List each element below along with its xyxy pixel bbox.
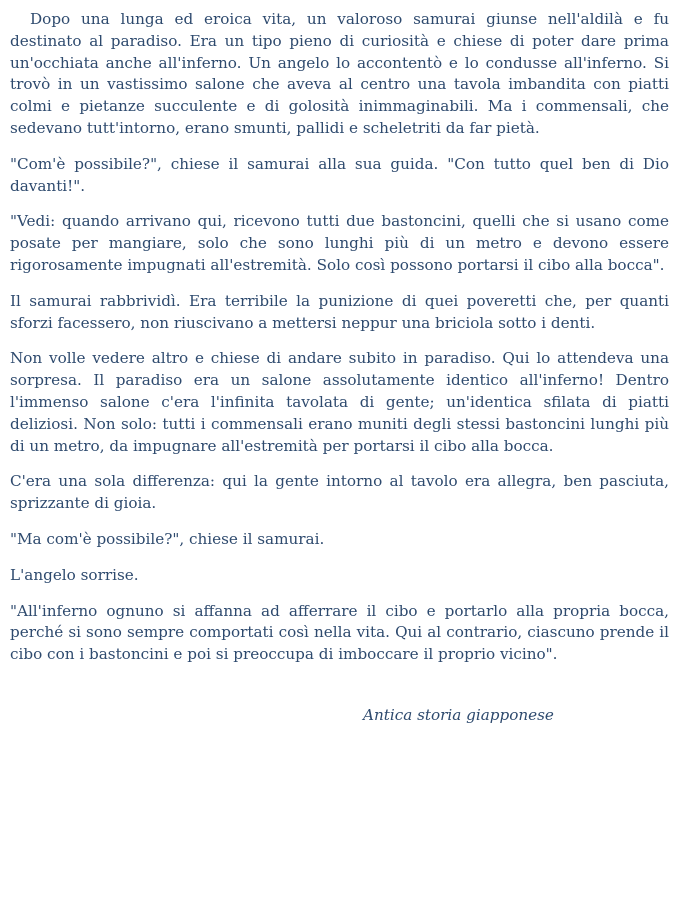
- story-paragraph-5: Non volle vedere altro e chiese di andare subito in paradiso. Qui lo attendeva una sorpresa. Il paradiso era un salone assolutamente identico all'inferno! Dentro l'immenso salone c'era l'infinita tavolata di gente; un'identica sfilata di piatti deliziosi. Non solo: tutti i commensali erano muniti degli stessi bastoncini lunghi più di un metro, da impugnare all'estremità per portarsi il cibo alla bocca.: [10, 349, 669, 455]
- story-body: [10, 9, 669, 680]
- story-paragraph-6: C'era una sola differenza: qui la gente intorno al tavolo era allegra, ben pasciuta, sprizzante di gioia.: [10, 472, 669, 513]
- story-paragraph-9: "All'inferno ognuno si affanna ad afferrare il cibo e portarlo alla propria bocca, perché si sono sempre comportati così nella vita. Qui al contrario, ciascuno prende il cibo con i bastoncini e poi si preoccupa di imboccare il proprio vicino".: [10, 601, 669, 664]
- story-attribution: Antica storia giapponese: [363, 706, 554, 724]
- story-paragraph-2: "Com'è possibile?", chiese il samurai alla sua guida. "Con tutto quel ben di Dio davanti!".: [10, 154, 669, 195]
- story-paragraph-7: "Ma com'è possibile?", chiese il samurai.: [10, 529, 325, 548]
- story-paragraph-4: Il samurai rabbrividì. Era terribile la punizione di quei poveretti che, per quanti sforzi facessero, non riuscivano a mettersi neppur una briciola sotto i denti.: [10, 291, 669, 332]
- story-paragraph-8: L'angelo sorrise.: [10, 565, 139, 584]
- story-paragraph-1: Dopo una lunga ed eroica vita, un valoroso samurai giunse nell'aldilà e fu destinato al paradiso. Era un tipo pieno di curiosità e chiese di poter dare prima un'occhiata anche all'inferno. Un angelo lo accontentò e lo condusse all'inferno. Si trovò in un vastissimo salone che aveva al centro una tavola imbandita con piatti colmi e pietanze succulente e di golosità inimmaginabili. Ma i commensali, che sedevano tutt'intorno, erano smunti, pallidi e scheletriti da far pietà.: [10, 10, 669, 137]
- story-paragraph-3: "Vedi: quando arrivano qui, ricevono tutti due bastoncini, quelli che si usano come posate per mangiare, solo che sono lunghi più di un metro e devono essere rigorosamente impugnati all'estremità. Solo così possono portarsi il cibo alla bocca".: [10, 212, 669, 274]
